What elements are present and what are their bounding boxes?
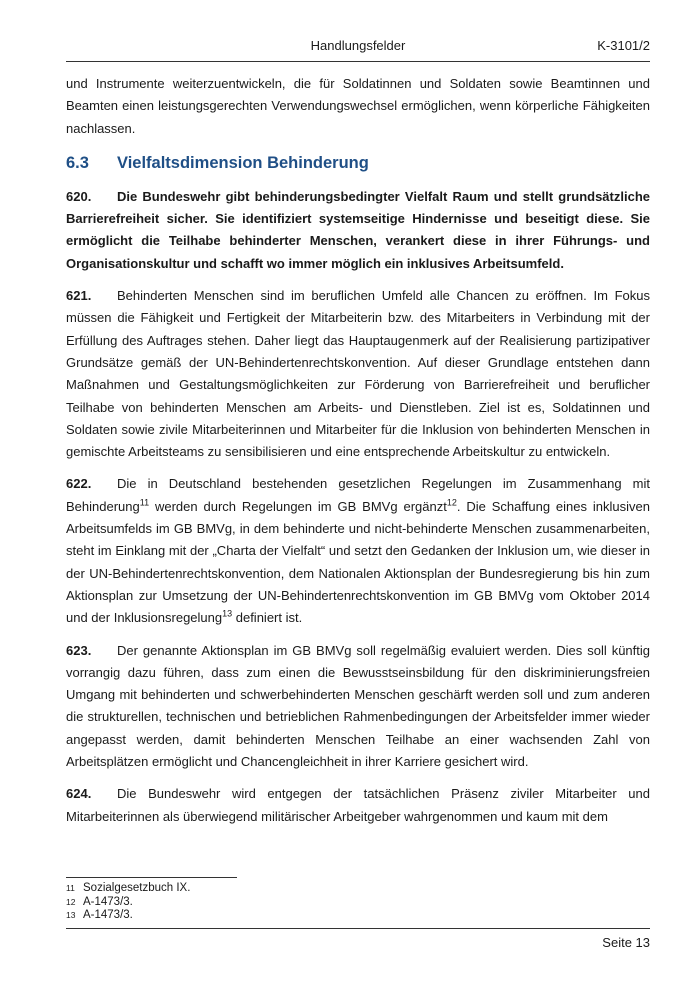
paragraph-text: Die Bundeswehr wird entgegen der tatsächlichen Präsenz ziviler Mitarbeiter und Mitarbeiterinnen als überwiegend militärischer Arbeitgeber wahrgenommen und kaum mit dem [66,786,650,824]
footnote-number: 12 [66,896,76,907]
paragraph-number: 620. [66,188,92,204]
paragraph-text: Behinderten Menschen sind im beruflichen Umfeld alle Chancen zu eröffnen. Im Fokus müssen die Fähigkeit und Fertigkeit der Mitarbeiterin bzw. des Mitarbeiters in Verbindung mit der Erfüllung des Auftrages stehen. Daher liegt das Hauptaugenmerk auf der Realisierung partizipativer Grundsätze gemäß der UN-Behindertenrechtskonvention. Auf dieser Grundlage entstehen dann Maßnahmen und Gestaltungsmöglichkeiten zur Förderung von Barrierefreiheit und beruflicher Teilhabe von behinderten Menschen am Arbeits- und Dienstleben. Ziel ist es, Soldatinnen und Soldaten sowie zivile Mitarbeiterinnen und Mitarbeiter für die Inklusion von behinderten Menschen in gemischte Arbeitsteams zu sensibilisieren und eine entsprechende Arbeitskultur zu entwickeln. [66,288,650,460]
footnote-ref[interactable]: 13 [222,608,233,619]
section-title: Vielfaltsdimension Behinderung [117,153,369,172]
paragraph-text: Der genannte Aktionsplan im GB BMVg soll regelmäßig evaluiert werden. Dies soll künftig vorrangig dazu führen, dass zum einen die Bewusstseinsbildung für den diskriminierungsfreien Umgang mit behinderten und schwerbehinderten Menschen geschärft werden soll und zum anderen die strukturellen, technischen und betrieblichen Rahmenbedingungen der Arbeitsfelder immer wieder angepasst werden, damit behinderten Menschen Teilhabe an einer wachsenden Zahl von Arbeitsplätzen ermöglicht und Chancengleichheit in ihrer Karriere gesichert wird. [66,642,650,770]
footnote-number: 11 [66,883,75,893]
footnote-text: A-1473/3. [83,895,133,908]
paragraph-text-part: definiert ist. [232,610,303,626]
footnotes [66,882,190,923]
footnote-number: 13 [66,910,76,920]
paragraph-text-part: Die in Deutschland bestehenden gesetzlichen Regelungen im Zusammenhang mit Behinderung [66,476,650,514]
footnote [66,896,190,910]
paragraph-text: Die Bundeswehr gibt behinderungsbedingter Vielfalt Raum und stellt grundsätzliche Barrierefreiheit sicher. Sie identifiziert systemseitige Hindernisse und beseitigt diese. Sie ermöglicht die Teilhabe behinderter Menschen, verankert diese in ihrer Führungs- und Organisationskultur und schafft wo immer möglich ein inklusives Arbeitsumfeld. [66,188,650,271]
paragraph-text-part: werden durch Regelungen im GB BMVg ergänzt [149,498,447,514]
footnote-text: A-1473/3. [83,909,133,921]
paragraph-number: 623. [66,642,92,658]
section-number: 6.3 [66,153,89,172]
page-header [66,36,650,56]
section-heading [66,152,650,174]
paragraph-text-part: . Die Schaffung eines inklusiven Arbeitsumfelds im GB BMVg, in dem behinderte und nicht-behinderte Menschen zusammenarbeiten, steht im Einklang mit der „Charta der Vielfalt“ und setzt den Gedanken der Inklusion um, wie dieser in der UN-Behindertenrechtskonvention, dem Nationalen Aktionsplan der Bundesregierung bis hin zum Aktionsplan zur Umsetzung der UN-Behindertenrechtskonvention im GB BMVg vom Oktober 2014 und der Inklusionsregelung [66,498,650,626]
intro-paragraph: und Instrumente weiterzuentwickeln, die für Soldatinnen und Soldaten sowie Beamtinnen und Beamten einen leistungsgerechten Verwendungswechsel ermöglichen, wenn körperliche Fähigkeiten nachlassen. [66,76,650,136]
footer-divider [66,928,650,929]
paragraph-number: 624. [66,786,92,802]
header-doc-number: K-3101/2 [597,38,650,53]
header-title: Handlungsfelder [310,38,406,53]
paragraph-623 [66,640,650,774]
header-divider [66,61,650,62]
paragraph-620 [66,186,650,275]
footnote [66,909,190,923]
footnote-divider [66,877,237,878]
paragraph-621 [66,285,650,463]
paragraph-624 [66,783,650,828]
paragraph-622 [66,473,650,629]
page-number: Seite 13 [602,935,650,950]
footnote-text: Sozialgesetzbuch IX. [83,882,191,894]
page-content [66,73,650,838]
page-footer [602,934,650,952]
footnote-ref[interactable]: 12 [446,497,457,508]
paragraph-number: 621. [66,288,92,304]
footnote-ref[interactable]: 11 [139,497,150,508]
footnote [66,882,190,896]
paragraph-number: 622. [66,476,92,492]
